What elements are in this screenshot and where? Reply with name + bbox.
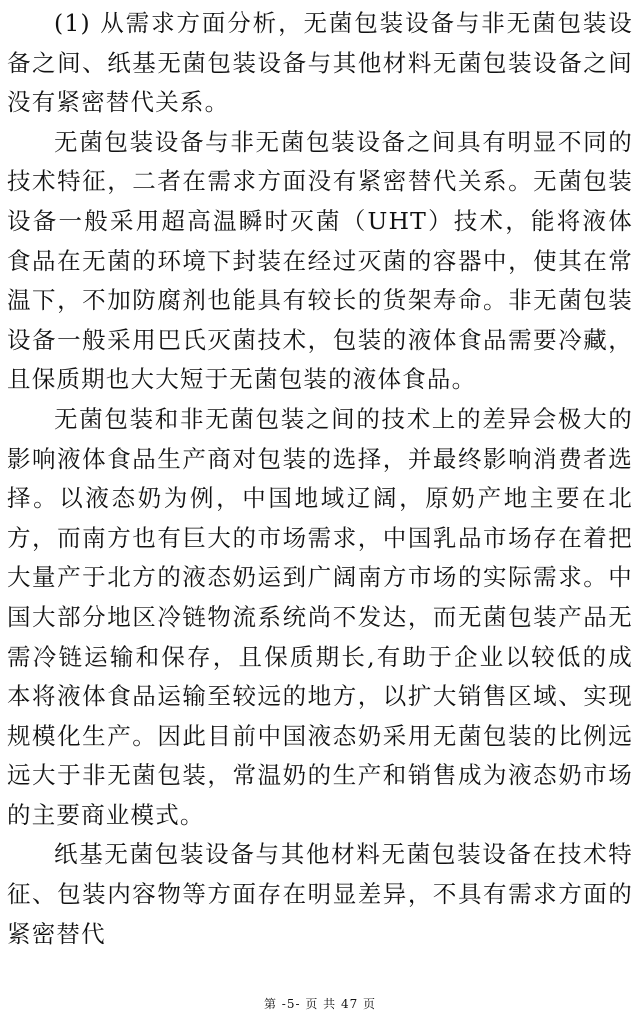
paragraph-demand-analysis: (1) 从需求方面分析，无菌包装设备与非无菌包装设备之间、纸基无菌包装设备与其他材料无菌包装设备之间没有紧密替代关系。 xyxy=(7,9,633,117)
page-number-footer: 第 -5- 页 共 47 页 xyxy=(263,997,377,1011)
document-body xyxy=(7,4,633,954)
paragraph-market-example: 无菌包装和非无菌包装之间的技术上的差异会极大的影响液体食品生产商对包装的选择，并最终影响消费者选择。以液态奶为例，中国地域辽阔，原奶产地主要在北方，而南方也有巨大的市场需求，中国乳品市场存在着把大量产于北方的液态奶运到广阔南方市场的实际需求。中国大部分地区冷链物流系统尚不发达，而无菌包装产品无需冷链运输和保存，且保质期长,有助于企业以较低的成本将液体食品运输至较远的地方，以扩大销售区域、实现规模化生产。因此目前中国液态奶采用无菌包装的比例远远大于非无菌包装，常温奶的生产和销售成为液态奶市场的主要商业模式。 xyxy=(7,404,633,829)
paragraph-paper-based-equipment: 纸基无菌包装设备与其他材料无菌包装设备在技术特征、包装内容物等方面存在明显差异，不具有需求方面的紧密替代 xyxy=(7,840,633,948)
paragraph-technical-features: 无菌包装设备与非无菌包装设备之间具有明显不同的技术特征，二者在需求方面没有紧密替代关系。无菌包装设备一般采用超高温瞬时灭菌（UHT）技术，能将液体食品在无菌的环境下封装在经过灭菌的容器中，使其在常温下，不加防腐剂也能具有较长的货架寿命。非无菌包装设备一般采用巴氏灭菌技术，包装的液体食品需要冷藏，且保质期也大大短于无菌包装的液体食品。 xyxy=(7,127,633,394)
